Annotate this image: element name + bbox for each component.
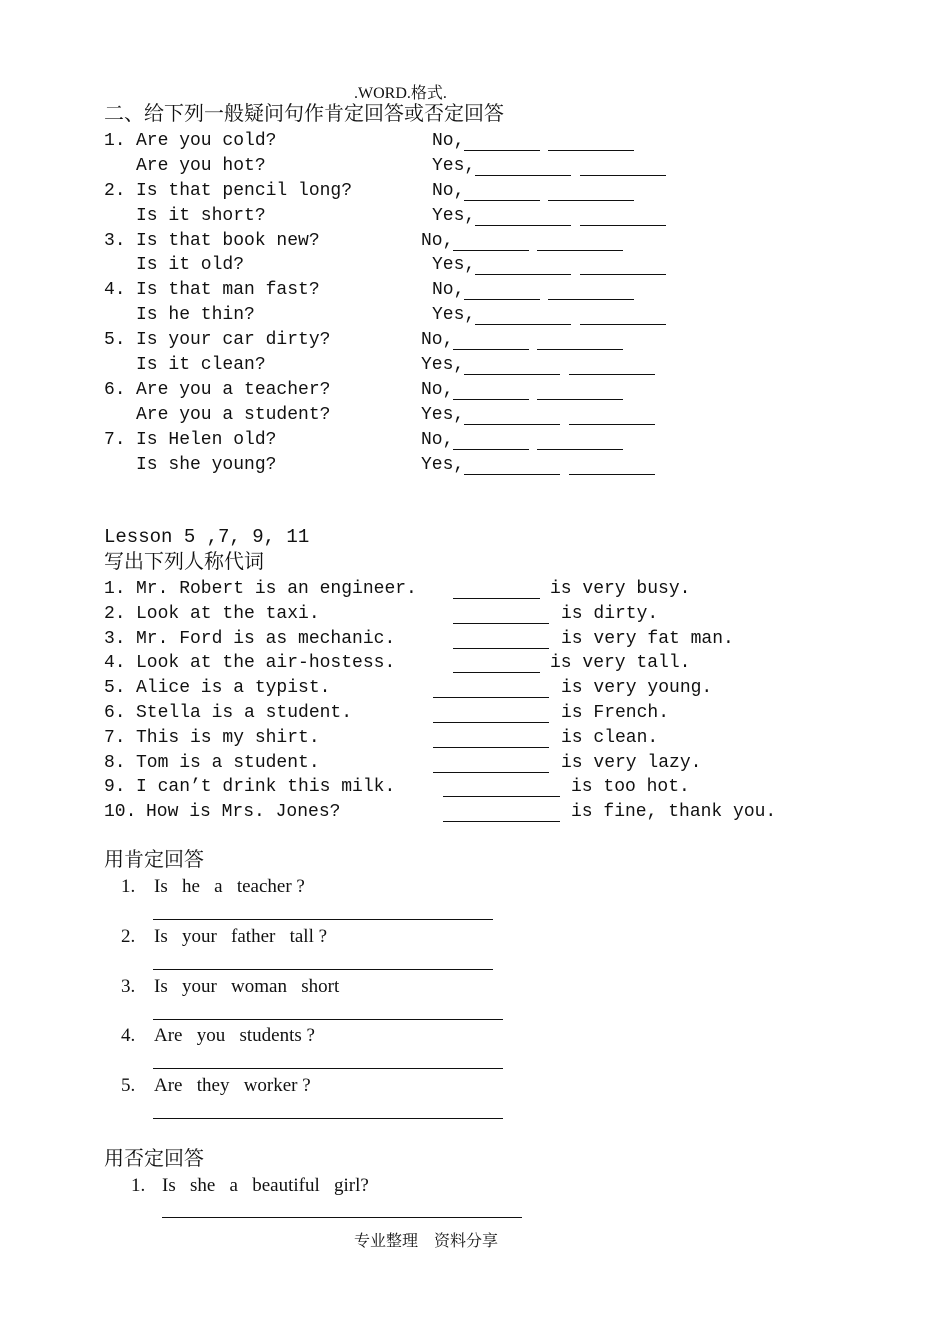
question-text: Is that pencil long? [136,180,353,201]
question-text: Are you hot? [136,155,266,176]
sentence-rest: is very busy. [550,579,691,599]
q-number: 1. [104,131,126,151]
item-number: 5. [121,1075,136,1097]
pronoun-blank[interactable] [433,697,549,698]
q-number: 5. [104,330,126,351]
item-number: 3. [104,628,126,649]
question-text: Is she a beautiful girl? [162,1175,369,1196]
answer-prefix-no: No, [432,180,465,201]
sentence-text: This is my shirt. [136,727,320,748]
pronoun-blank[interactable] [453,623,549,624]
sentence-rest: is very lazy. [561,752,702,773]
question-text: Is he thin? [136,305,255,326]
answer-prefix-no: No, [421,429,454,450]
answer-blank[interactable] [580,175,666,176]
item-number: 5. [104,678,126,699]
answer-blank[interactable] [580,324,666,325]
page-footer: 专业整理 资料分享 [354,1233,499,1250]
item-number: 2. [121,925,136,947]
question-text: Is Helen old? [136,429,277,450]
answer-blank[interactable] [464,150,540,151]
question-text: Is it clean? [136,355,266,375]
negative-title: 用否定回答 [104,1148,204,1170]
answer-blank[interactable] [548,299,634,300]
answer-blank[interactable] [475,225,571,226]
item-number: 3. [121,975,136,997]
answer-blank[interactable] [580,225,666,226]
sentence-rest: is too hot. [571,777,690,798]
answer-blank[interactable] [580,274,666,275]
pronoun-blank[interactable] [453,648,549,649]
question-text: Are they worker ? [154,1075,311,1097]
answer-blank[interactable] [475,324,571,325]
pronoun-blank[interactable] [443,821,560,822]
answer-blank[interactable] [464,424,560,425]
pronoun-blank[interactable] [453,672,540,673]
answer-line[interactable] [162,1217,522,1218]
answer-prefix-no: No, [421,230,454,251]
sentence-text: Mr. Robert is an engineer. [136,579,417,599]
affirmative-title: 用肯定回答 [104,849,204,871]
answer-blank[interactable] [464,200,540,201]
sentence-text: How is Mrs. Jones? [146,802,341,823]
question-text: Is it short? [136,205,266,226]
answer-prefix-no: No, [432,280,465,301]
sentence-text: Stella is a student. [136,703,353,723]
answer-prefix-yes: Yes, [432,205,476,226]
lesson-title: Lesson 5 ,7, 9, 11 [104,526,310,548]
q-number: 7. [104,429,126,450]
answer-prefix-no: No, [421,380,454,400]
sentence-rest: is very young. [561,678,713,699]
section2-title: 二、给下列一般疑问句作肯定回答或否定回答 [104,103,504,125]
pronoun-blank[interactable] [433,772,549,773]
answer-prefix-yes: Yes, [432,155,476,176]
item-number: 4. [121,1025,136,1047]
answer-prefix-no: No, [421,330,454,351]
lesson-subtitle: 写出下列人称代词 [104,551,264,573]
item-number: 7. [104,727,126,748]
item-number: 2. [104,603,126,624]
item-number: 8. [104,752,126,773]
answer-line[interactable] [153,919,493,920]
answer-blank[interactable] [453,349,529,350]
sentence-rest: is very tall. [550,653,691,674]
pronoun-blank[interactable] [453,598,540,599]
answer-blank[interactable] [548,150,634,151]
question-text: Are you a student? [136,404,331,425]
question-text: Is that book new? [136,230,320,251]
answer-blank[interactable] [537,449,623,450]
item-number: 1. [121,876,136,897]
question-text: Are you cold? [136,131,277,151]
question-text: Is she young? [136,454,277,475]
item-number: 1. [104,579,126,599]
answer-blank[interactable] [464,299,540,300]
question-text: Is he a teacher ? [154,876,305,897]
pronoun-blank[interactable] [443,796,560,797]
answer-blank[interactable] [537,349,623,350]
question-text: Is your woman short [154,975,340,997]
question-text: Is your car dirty? [136,330,331,351]
answer-line[interactable] [153,1068,503,1069]
answer-line[interactable] [153,1118,503,1119]
answer-blank[interactable] [475,175,571,176]
question-text: Is your father tall ? [154,925,328,947]
sentence-rest: is very fat man. [561,628,734,649]
q-number: 2. [104,180,126,201]
sentence-rest: is dirty. [561,603,659,624]
q-number: 6. [104,380,126,400]
sentence-rest: is French. [561,703,670,723]
answer-prefix-yes: Yes, [421,355,465,375]
question-text: Is that man fast? [136,280,320,301]
sentence-text: Look at the taxi. [136,603,320,624]
answer-blank[interactable] [537,250,623,251]
answer-blank[interactable] [464,374,560,375]
item-number: 10. [104,802,137,823]
sentence-rest: is clean. [561,727,659,748]
answer-prefix-yes: Yes, [432,305,476,326]
answer-prefix-no: No, [432,131,465,151]
item-number: 9. [104,777,126,798]
question-text: Are you students ? [154,1025,315,1047]
answer-prefix-yes: Yes, [421,454,465,475]
q-number: 3. [104,230,126,251]
pronoun-blank[interactable] [433,747,549,748]
answer-blank[interactable] [475,274,571,275]
answer-blank[interactable] [464,474,560,475]
answer-blank[interactable] [453,250,529,251]
pronoun-blank[interactable] [433,722,549,723]
sentence-text: Tom is a student. [136,752,320,773]
sentence-text: Mr. Ford is as mechanic. [136,628,396,649]
sentence-text: I can’t drink this milk. [136,777,396,798]
sentence-text: Alice is a typist. [136,678,331,699]
answer-blank[interactable] [537,399,623,400]
answer-blank[interactable] [453,449,529,450]
answer-blank[interactable] [548,200,634,201]
answer-line[interactable] [153,969,493,970]
answer-line[interactable] [153,1019,503,1020]
answer-prefix-yes: Yes, [421,404,465,425]
q-number: 4. [104,280,126,301]
item-number: 1. [131,1175,146,1196]
answer-prefix-yes: Yes, [432,255,476,276]
answer-blank[interactable] [569,424,655,425]
question-text: Is it old? [136,255,245,276]
item-number: 4. [104,653,126,674]
answer-blank[interactable] [453,399,529,400]
answer-blank[interactable] [569,374,655,375]
answer-blank[interactable] [569,474,655,475]
sentence-rest: is fine, thank you. [571,802,777,823]
page-header: .WORD.格式. [354,85,447,102]
question-text: Are you a teacher? [136,380,331,400]
sentence-text: Look at the air-hostess. [136,653,396,674]
item-number: 6. [104,703,126,723]
